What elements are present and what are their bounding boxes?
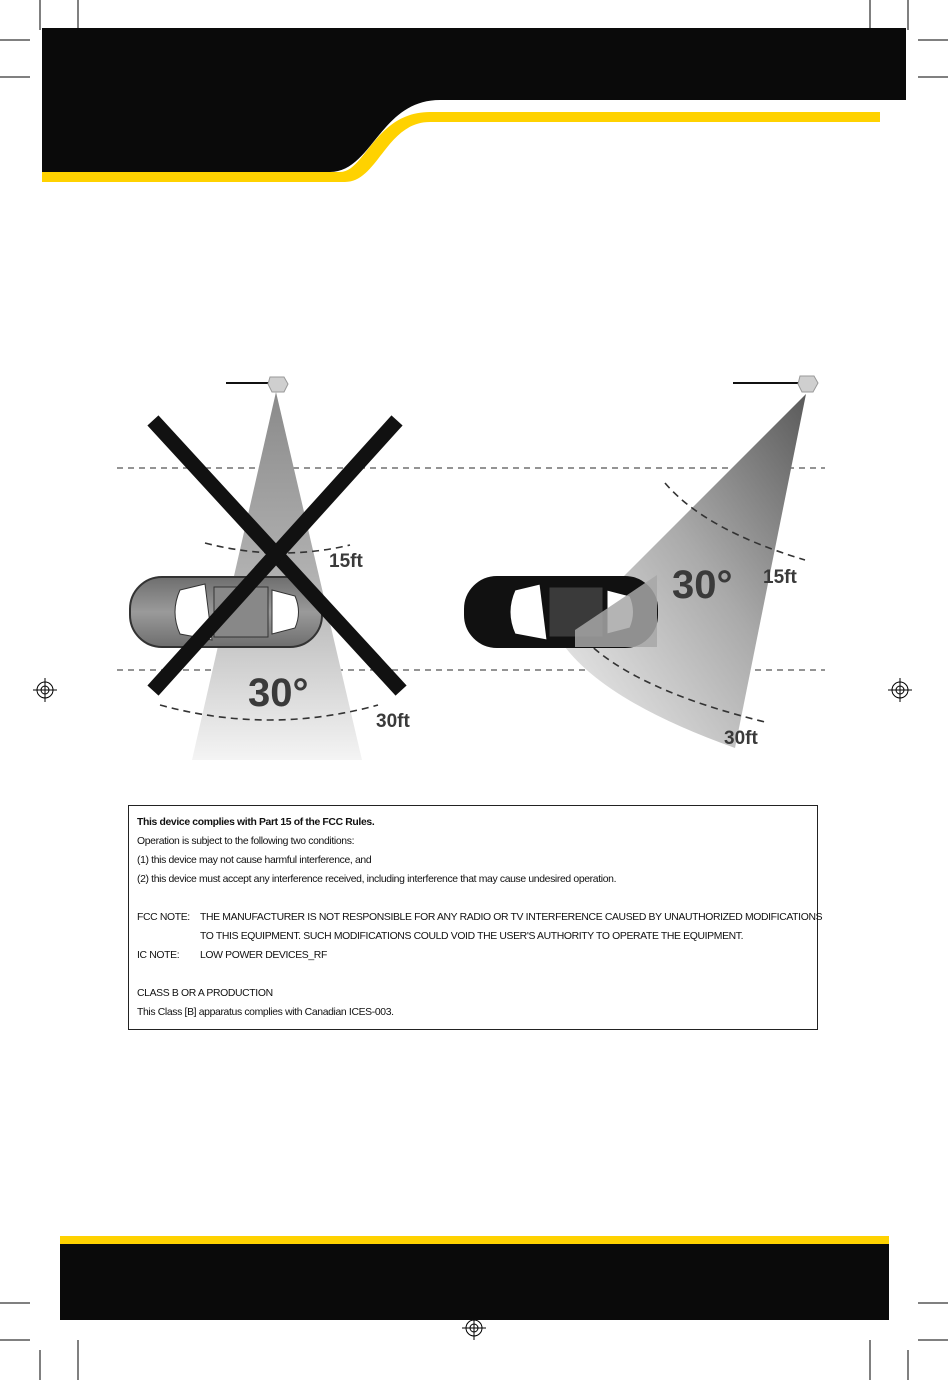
- notice-line-1: This device complies with Part 15 of the FCC Rules.: [137, 817, 375, 828]
- header-band: [42, 28, 906, 172]
- notice-line-3: (1) this device may not cause harmful interference, and: [137, 855, 372, 866]
- fcc-note-label: FCC NOTE:: [137, 912, 190, 923]
- radar-sensor-icon: [798, 376, 818, 392]
- class-text: This Class [B] apparatus complies with Canadian ICES-003.: [137, 1007, 394, 1018]
- correct-mounting-diagram: [465, 376, 818, 749]
- car-icon: [465, 575, 657, 647]
- fcc-note-text-2: TO THIS EQUIPMENT. SUCH MODIFICATIONS COULD VOID THE USER'S AUTHORITY TO OPERATE THE EQUIPMENT.: [200, 931, 744, 942]
- registration-mark-icon: [888, 678, 912, 702]
- footer-band: [60, 1244, 889, 1320]
- fcc-compliance-notice: [128, 805, 823, 1030]
- footer-accent-stripe: [60, 1236, 889, 1244]
- fcc-note-text-1: THE MANUFACTURER IS NOT RESPONSIBLE FOR ANY RADIO OR TV INTERFERENCE CAUSED BY UNAUTHORIZED MODIFICATIONS: [200, 912, 823, 923]
- notice-line-2: Operation is subject to the following two conditions:: [137, 836, 355, 847]
- class-heading: CLASS B OR A PRODUCTION: [137, 988, 273, 999]
- far-range-label-right: 30ft: [724, 728, 758, 749]
- ic-note-label: IC NOTE:: [137, 950, 180, 961]
- angle-label-right: 30°: [672, 563, 733, 607]
- near-range-label-left: 15ft: [329, 551, 363, 572]
- ic-note-text: LOW POWER DEVICES_RF: [200, 950, 327, 961]
- far-range-label-left: 30ft: [376, 711, 410, 732]
- near-range-label-right: 15ft: [763, 567, 797, 588]
- notice-line-4: (2) this device must accept any interference received, including interference that may cause undesired operation.: [137, 874, 617, 885]
- radar-sensor-icon: [268, 377, 288, 392]
- angle-label-left: 30°: [248, 671, 309, 715]
- registration-mark-icon: [33, 678, 57, 702]
- incorrect-mounting-diagram: [130, 377, 410, 760]
